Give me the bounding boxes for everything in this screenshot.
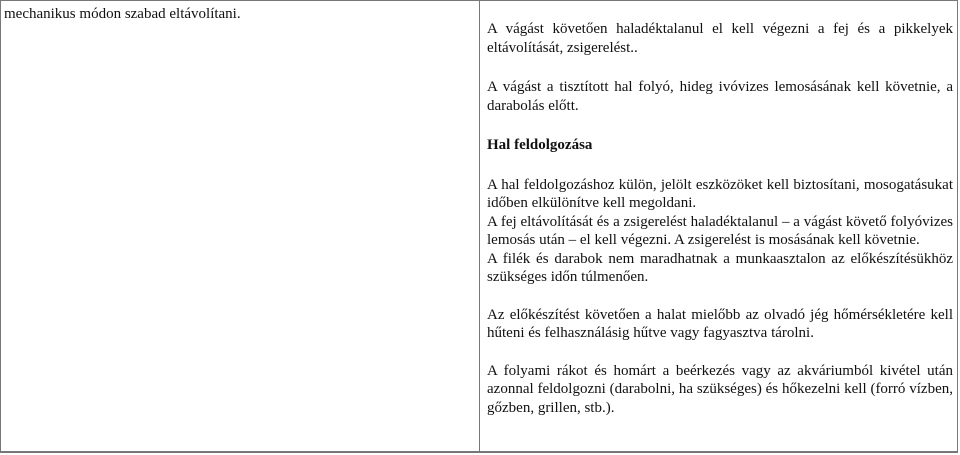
paragraph-tools: A hal feldolgozáshoz külön, jelölt eszközöket kell biztosítani, mosogatásukat időben elkülönítve kell megoldani. <box>487 176 953 211</box>
left-column-cell <box>4 4 474 24</box>
column-divider <box>479 0 480 452</box>
paragraph-crayfish-lobster: A folyami rákot és homárt a beérkezés vagy az akváriumból kivétel után azonnal feldolgozni (darabolni, ha szükséges) és hőkezelni kell (forró vízben, gőzben, grillen, stb.). <box>487 362 953 416</box>
right-column-cell <box>487 20 953 417</box>
table-bottom-border <box>0 452 958 453</box>
paragraph-cutting-processing: A vágást követően haladéktalanul el kell végezni a fej és a pikkelyek eltávolítását, zsigerelést.. <box>487 21 953 56</box>
paragraph-rinsing: A vágást a tisztított hal folyó, hideg ivóvizes lemosásának kell követnie, a darabolás előtt. <box>487 79 953 114</box>
section-heading: Hal feldolgozása <box>487 137 593 153</box>
paragraph-cooling: Az előkészítést követően a halat mielőbb az olvadó jég hőmérsékletére kell hűteni és felhasználásig hűtve vagy fagyasztva tárolni. <box>487 306 953 341</box>
paragraph-fillets: A filék és darabok nem maradhatnak a munkaasztalon az előkészítésükhöz szükséges időn túlmenően. <box>487 250 953 285</box>
left-column-text: mechanikus módon szabad eltávolítani. <box>4 6 241 22</box>
paragraph-gutting: A fej eltávolítását és a zsigerelést haladéktalanul – a vágást követő folyóvizes lemosás után – el kell végezni. A zsigerelést is mosásának kell követnie. <box>487 213 953 248</box>
